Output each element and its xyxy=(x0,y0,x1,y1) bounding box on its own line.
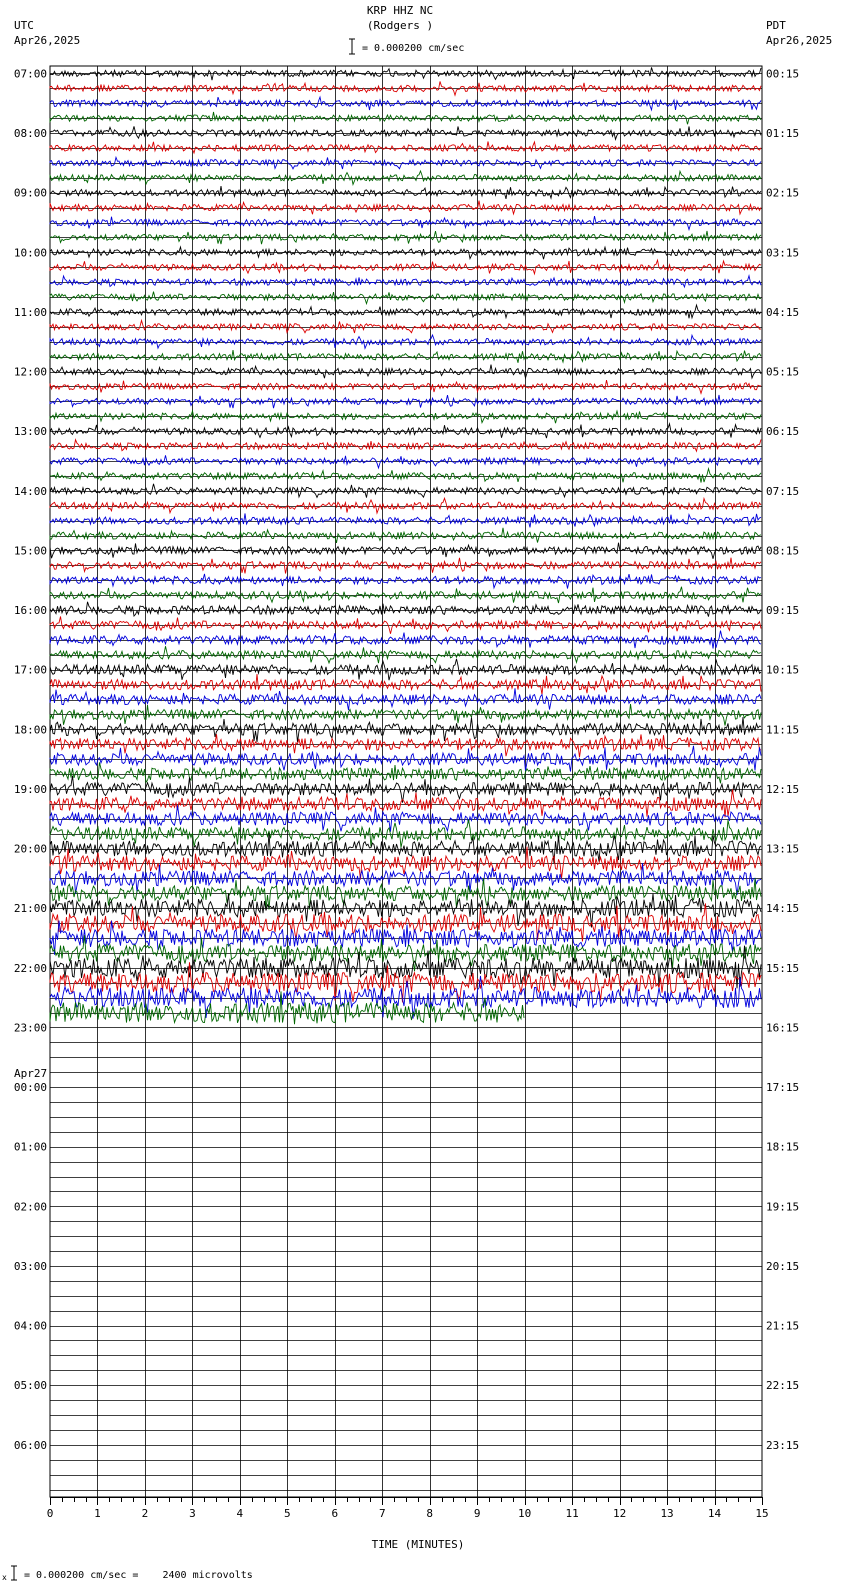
utc-hour-label: 07:00 xyxy=(13,67,47,81)
trace-row xyxy=(50,201,761,215)
x-axis-label: TIME (MINUTES) xyxy=(371,1538,465,1551)
trace-row xyxy=(50,142,761,154)
x-tick-label: 5 xyxy=(284,1507,291,1520)
utc-hour-label: 06:00 xyxy=(13,1438,47,1452)
footer-scale-prefix: x xyxy=(2,1573,7,1582)
x-tick-label: 12 xyxy=(612,1507,627,1520)
utc-hour-label: 09:00 xyxy=(13,186,47,200)
utc-hour-label: 02:00 xyxy=(13,1200,47,1214)
pdt-hour-label: 11:15 xyxy=(766,723,800,737)
utc-hour-label: 19:00 xyxy=(13,782,47,796)
utc-hour-label: 15:00 xyxy=(13,544,47,558)
pdt-hour-label: 08:15 xyxy=(766,544,800,558)
trace-row xyxy=(50,335,761,348)
utc-hour-label: 20:00 xyxy=(13,842,47,856)
trace-row xyxy=(50,350,761,363)
utc-hour-label: 08:00 xyxy=(13,127,47,141)
right-timezone: PDT xyxy=(766,19,786,32)
x-tick-label: 13 xyxy=(660,1507,674,1520)
trace-row xyxy=(50,186,761,199)
utc-hour-label: 11:00 xyxy=(13,305,47,319)
pdt-hour-label: 09:15 xyxy=(766,604,800,618)
trace-row xyxy=(50,805,761,831)
footer-scale-bar-icon xyxy=(11,1566,17,1580)
trace-row xyxy=(50,602,761,617)
trace-row xyxy=(50,469,761,483)
pdt-hour-label: 15:15 xyxy=(766,961,800,975)
utc-hour-label: 03:00 xyxy=(13,1259,47,1273)
trace-row xyxy=(50,659,761,680)
trace-row xyxy=(50,631,761,649)
pdt-hour-label: 18:15 xyxy=(766,1140,800,1154)
trace-row xyxy=(50,97,761,110)
site-name: (Rodgers ) xyxy=(366,19,434,32)
trace-row xyxy=(50,734,761,757)
pdt-hour-label: 05:15 xyxy=(766,365,800,379)
x-tick-label: 7 xyxy=(378,1507,386,1520)
pdt-hour-label: 20:15 xyxy=(766,1259,800,1273)
trace-row xyxy=(50,498,761,513)
scale-bar-icon xyxy=(349,39,355,54)
trace-row xyxy=(50,674,761,695)
utc-hour-label: 05:00 xyxy=(13,1379,47,1393)
x-tick-label: 4 xyxy=(236,1507,244,1520)
utc-hour-label: 12:00 xyxy=(13,365,47,379)
pdt-hour-label: 17:15 xyxy=(766,1081,800,1095)
pdt-hour-label: 13:15 xyxy=(766,842,800,856)
pdt-hour-label: 14:15 xyxy=(766,902,800,916)
trace-row xyxy=(50,574,761,589)
pdt-hour-label: 06:15 xyxy=(766,425,800,439)
right-date: Apr26,2025 xyxy=(766,34,833,47)
trace-row xyxy=(50,365,761,379)
trace-row xyxy=(50,746,761,772)
footer-scale-text: = 0.000200 cm/sec = 2400 microvolts xyxy=(24,1570,253,1581)
trace-row xyxy=(50,260,761,274)
pdt-hour-label: 16:15 xyxy=(766,1021,800,1035)
pdt-hour-label: 00:15 xyxy=(766,67,800,81)
pdt-hour-label: 22:15 xyxy=(766,1379,800,1393)
pdt-hour-label: 19:15 xyxy=(766,1200,800,1214)
pdt-hour-label: 23:15 xyxy=(766,1438,800,1452)
trace-group xyxy=(50,67,761,1024)
scale-text: = 0.000200 cm/sec xyxy=(362,43,465,54)
trace-row xyxy=(50,276,761,287)
trace-row xyxy=(50,112,761,124)
trace-row xyxy=(50,305,761,318)
pdt-hour-label: 04:15 xyxy=(766,305,800,319)
x-tick-label: 0 xyxy=(46,1507,54,1520)
trace-row xyxy=(50,484,761,498)
trace-row xyxy=(50,126,761,139)
utc-hour-label: 10:00 xyxy=(13,246,47,260)
left-timezone: UTC xyxy=(14,19,34,32)
pdt-hour-label: 03:15 xyxy=(766,246,800,260)
utc-hour-label: 14:00 xyxy=(13,484,47,498)
x-tick-label: 3 xyxy=(189,1507,196,1520)
x-tick-label: 9 xyxy=(473,1507,481,1520)
date-change-label: Apr27 xyxy=(14,1067,48,1081)
x-tick-label: 14 xyxy=(707,1507,722,1520)
trace-row xyxy=(50,216,761,229)
utc-hour-label: 17:00 xyxy=(13,663,47,677)
left-date: Apr26,2025 xyxy=(14,34,81,47)
pdt-hour-label: 02:15 xyxy=(766,186,800,200)
pdt-hour-label: 07:15 xyxy=(766,484,800,498)
trace-row xyxy=(50,411,761,423)
pdt-hour-label: 12:15 xyxy=(766,782,800,796)
trace-row xyxy=(50,171,761,184)
trace-row xyxy=(50,440,761,452)
station-title: KRP HHZ NC xyxy=(366,4,434,17)
trace-row xyxy=(50,646,761,663)
pdt-hour-label: 21:15 xyxy=(766,1319,800,1333)
utc-hour-label: 13:00 xyxy=(13,425,47,439)
trace-row xyxy=(50,819,761,847)
x-tick-label: 15 xyxy=(755,1507,769,1520)
utc-hour-label: 00:00 xyxy=(13,1081,47,1095)
trace-row xyxy=(50,587,761,603)
utc-hour-label: 16:00 xyxy=(13,604,47,618)
utc-hour-label: 22:00 xyxy=(13,961,47,975)
trace-row xyxy=(50,528,761,543)
x-tick-label: 8 xyxy=(426,1507,434,1520)
x-tick-label: 11 xyxy=(565,1507,579,1520)
trace-row xyxy=(50,688,761,710)
trace-row xyxy=(50,976,761,1019)
trace-row xyxy=(50,247,761,259)
trace-row xyxy=(50,762,761,783)
trace-row xyxy=(50,424,761,438)
x-tick-label: 2 xyxy=(141,1507,149,1520)
utc-hour-label: 21:00 xyxy=(13,902,47,916)
x-tick-label: 1 xyxy=(94,1507,101,1520)
utc-hour-label: 04:00 xyxy=(13,1319,47,1333)
utc-hour-label: 18:00 xyxy=(13,723,47,737)
trace-row xyxy=(50,321,761,334)
trace-row xyxy=(50,513,761,527)
utc-hour-label: 01:00 xyxy=(13,1140,47,1154)
trace-row xyxy=(50,81,761,95)
x-axis xyxy=(47,1497,769,1520)
pdt-hour-label: 01:15 xyxy=(766,127,800,141)
pdt-hour-label: 10:15 xyxy=(766,663,800,677)
x-tick-label: 6 xyxy=(331,1507,339,1520)
x-tick-label: 10 xyxy=(518,1507,532,1520)
utc-hour-label: 23:00 xyxy=(13,1021,47,1035)
